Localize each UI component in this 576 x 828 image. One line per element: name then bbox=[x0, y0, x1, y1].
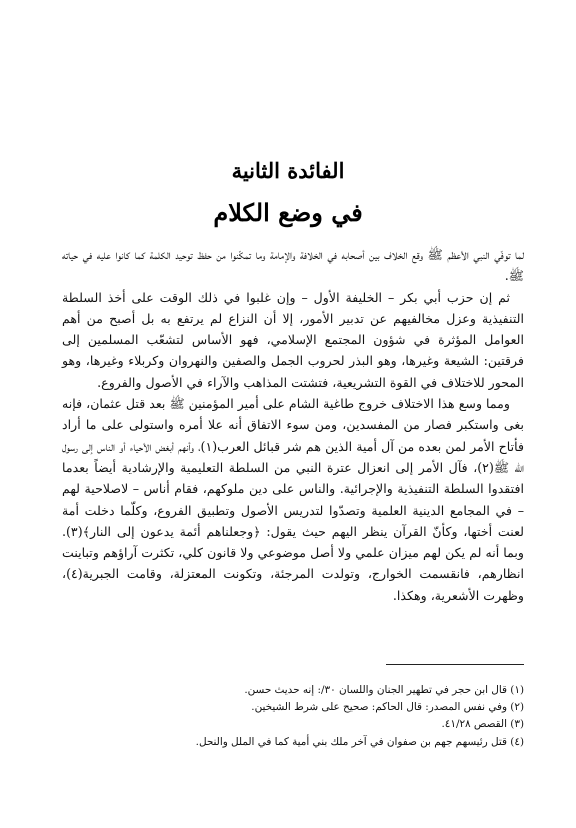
footnote-1: (١) قال ابن حجر في تطهير الجنان واللسان ٣٠/: إنه حديث حسن. bbox=[244, 684, 524, 696]
footnote-3: (٣) القصص ٤١/٢٨. bbox=[441, 718, 524, 731]
body-text bbox=[62, 244, 524, 606]
paragraph-3: ومما وسع هذا الاختلاف خروج طاغية الشام على أمير المؤمنين ﷺ بعد قتل عثمان، فإنه بغى واستكبر فصار من المفسدين، ومن سوء الاتفاق أنه علا أمره واستولى على ما أراد فأتاح الأمر لمن بعده من آل أمية الذين هم شر قبائل العرب(١)، وأنهم أبغض الأحياء أو الناس إلى رسول الله ﷺ(٢)، فآل الأمر إلى انعزال عترة النبي من السلطة التعليمية والإرشادية أيضاً بعدما افتقدوا السلطة التنفيذية والإجرائية. والناس على دين ملوكهم، فقام أناس – لاصلاحية لهم – في المجامع الدينية العلمية وتصدّوا لتدريس الأصول وتطبيق الفروع، وكلّما دخلت أمة لعنت أختها، وكأنّ القرآن ينظر اليهم حيث يقول: ﴿وجعلناهم أئمة يدعون إلى النار﴾(٣). وبما أنه لم يكن لهم ميزان علمي ولا أصل موضوعي ولا قانون كلي، تكثرت آراؤهم وتباينت انظارهم، فانقسمت الخوارج، وتولدت المرجئة، وتكونت المعتزلة، وقامت الجبرية(٤)، وظهرت الأشعرية، وهكذا. bbox=[62, 396, 524, 603]
paragraph-1: لما توفّي النبي الأعظم ﷺ وقع الخلاف بين أصحابه في الخلافة والإمامة وما تمكّنوا من حفظ توحيد الكلمة كما كانوا عليه في حياته ﷺ. bbox=[62, 247, 524, 284]
section-subtitle: في وضع الكلام bbox=[213, 198, 363, 227]
paragraph-2: ثم إن حزب أبي بكر – الخليفة الأول – وإن غلبوا في ذلك الوقت على أخذ السلطة التنفيذية وعزل مخالفيهم عن تدبير الأمور، إلا أن النزاع لم يرتفع به بل أصبح من أهم العوامل المؤثرة في شؤون المجتمع الإسلامي، فهو الأساس لتشعّب المسلمين إلى فرقتين: الشيعة وغيرها، وهو البذر لحروب الجمل والصفين والنهروان وكربلاء وغيرها، وهو المحور للاختلاف في القوة التشريعية، فتشتت المذاهب والآراء في الأصول والفروع. bbox=[62, 289, 524, 390]
footnote-2: (٢) وفي نفس المصدر: قال الحاكم: صحيح على شرط الشيخين. bbox=[251, 701, 524, 714]
footnotes bbox=[62, 682, 524, 751]
footnote-4: (٤) قتل رئيسهم جهم بن صفوان في آخر ملك بني أمية كما في الملل والنحل. bbox=[195, 735, 524, 748]
footnote-divider bbox=[386, 664, 524, 665]
section-title: الفائدة الثانية bbox=[231, 158, 345, 183]
